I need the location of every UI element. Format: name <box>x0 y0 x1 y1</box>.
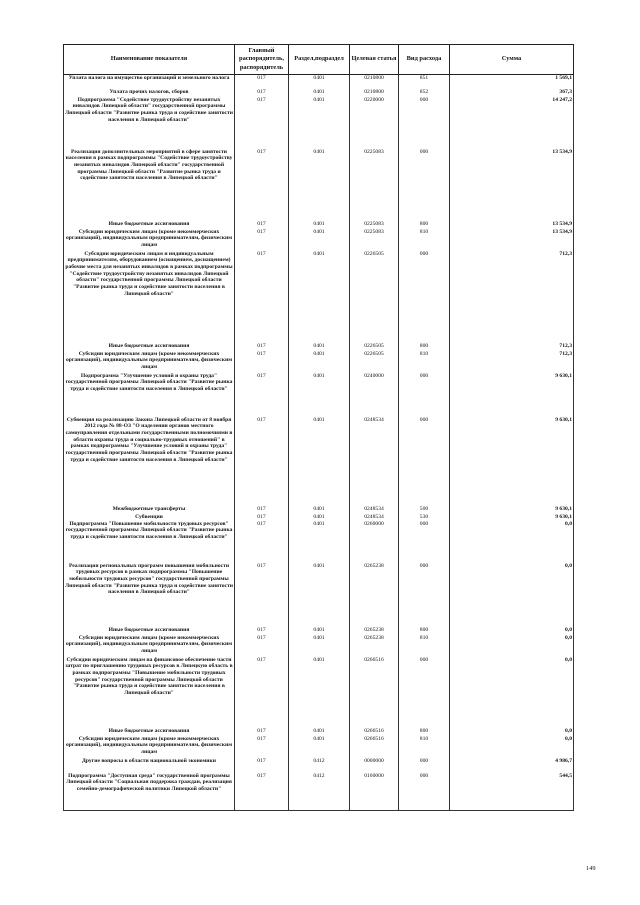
row-glavny-cell: 017 <box>235 149 289 221</box>
row-celevaya-cell: 0226505 <box>350 343 399 351</box>
row-celevaya-cell: 0248534 <box>350 417 399 506</box>
row-vid-cell: 810 <box>399 229 450 251</box>
row-glavny-cell: 017 <box>235 635 289 657</box>
row-vid-cell: 810 <box>399 635 450 657</box>
table-row <box>64 89 574 97</box>
row-glavny-cell: 017 <box>235 657 289 728</box>
table-row <box>64 521 574 563</box>
row-celevaya-cell: 0240000 <box>350 373 399 417</box>
row-razdel-cell: 0401 <box>289 373 350 417</box>
row-summa-cell: 14 247,2 <box>450 97 574 149</box>
row-name-cell: Межбюджетные трансферты <box>64 506 235 514</box>
row-celevaya-cell: 0266516 <box>350 728 399 736</box>
row-razdel-cell: 0401 <box>289 97 350 149</box>
row-razdel-cell: 0401 <box>289 417 350 506</box>
row-name-cell: Субсидии юридическим лицам (кроме некоммерческих организаций), индивидуальным предпринимателям, физическим лицам <box>64 229 235 251</box>
row-glavny-cell: 017 <box>235 89 289 97</box>
row-vid-cell: 800 <box>399 221 450 229</box>
table-row <box>64 635 574 657</box>
row-vid-cell: 810 <box>399 736 450 758</box>
row-summa-cell: 0,0 <box>450 728 574 736</box>
row-name-cell: Подпрограмма "Улучшение условий и охраны труда" государственной программы Липецкой области "Развитие рынка труда и содействие занятости населения в Липецкой области" <box>64 373 235 417</box>
row-glavny-cell: 017 <box>235 563 289 627</box>
row-razdel-cell: 0412 <box>289 758 350 773</box>
row-vid-cell: 000 <box>399 149 450 221</box>
row-vid-cell: 800 <box>399 343 450 351</box>
row-razdel-cell: 0401 <box>289 89 350 97</box>
table-row <box>64 773 574 811</box>
row-glavny-cell: 017 <box>235 75 289 89</box>
row-name-cell: Подпрограмма "Доступная среда" государственной программы Липецкой области "Социальная поддержка граждан, реализация семейно-демографической политики Липецкой области" <box>64 773 235 811</box>
row-name-cell: Другие вопросы в области национальной экономики <box>64 758 235 773</box>
page-number: 149 <box>586 865 596 872</box>
row-summa-cell: 712,3 <box>450 251 574 343</box>
row-glavny-cell: 017 <box>235 351 289 373</box>
header-name: Наименование показателя <box>64 45 235 75</box>
table-body <box>64 75 574 811</box>
row-vid-cell: 000 <box>399 773 450 811</box>
row-razdel-cell: 0401 <box>289 251 350 343</box>
row-summa-cell: 367,3 <box>450 89 574 97</box>
row-name-cell: Уплата налога на имущество организаций и земельного налога <box>64 75 235 89</box>
row-summa-cell: 0,0 <box>450 635 574 657</box>
row-name-cell: Уплата прочих налогов, сборов <box>64 89 235 97</box>
row-celevaya-cell: 0226505 <box>350 351 399 373</box>
row-name-cell: Субсидии юридическим лицам на финансовое обеспечение части затрат по приглашению трудовых ресурсов в Липецкую область в рамках подпрограммы "Повышение мобильности трудовых ресурсов" государственной программы Липецкой области "Развитие рынка труда и содействие занятости населения в Липецкой области" <box>64 657 235 728</box>
row-celevaya-cell: 0266516 <box>350 736 399 758</box>
row-razdel-cell: 0401 <box>289 221 350 229</box>
row-vid-cell: 000 <box>399 758 450 773</box>
row-razdel-cell: 0401 <box>289 229 350 251</box>
row-glavny-cell: 017 <box>235 627 289 635</box>
row-celevaya-cell: 0260000 <box>350 521 399 563</box>
table-row <box>64 514 574 521</box>
row-razdel-cell: 0401 <box>289 149 350 221</box>
row-name-cell: Субсидии юридическим лицам (кроме некоммерческих организаций), индивидуальным предпринимателям, физическим лицам <box>64 351 235 373</box>
row-celevaya-cell: 0265238 <box>350 635 399 657</box>
row-summa-cell: 544,5 <box>450 773 574 811</box>
row-razdel-cell: 0401 <box>289 75 350 89</box>
row-name-cell: Субсидии юридическим лицам (кроме некоммерческих организаций), индивидуальным предпринимателям, физическим лицам <box>64 635 235 657</box>
row-name-cell: Иные бюджетные ассигнования <box>64 221 235 229</box>
table-row <box>64 728 574 736</box>
row-razdel-cell: 0401 <box>289 351 350 373</box>
table-row <box>64 758 574 773</box>
row-name-cell: Иные бюджетные ассигнования <box>64 627 235 635</box>
table-row <box>64 97 574 149</box>
row-summa-cell: 9 630,1 <box>450 506 574 514</box>
header-glavny: Главный распорядитель, распорядитель <box>235 45 289 75</box>
row-celevaya-cell: 0220000 <box>350 97 399 149</box>
row-summa-cell: 1 569,1 <box>450 75 574 89</box>
row-razdel-cell: 0401 <box>289 657 350 728</box>
header-vid: Вид расхода <box>399 45 450 75</box>
row-razdel-cell: 0401 <box>289 514 350 521</box>
table-row <box>64 221 574 229</box>
row-summa-cell: 0,0 <box>450 657 574 728</box>
row-glavny-cell: 017 <box>235 521 289 563</box>
row-celevaya-cell: 0248534 <box>350 514 399 521</box>
row-razdel-cell: 0401 <box>289 521 350 563</box>
row-vid-cell: 500 <box>399 506 450 514</box>
row-glavny-cell: 017 <box>235 736 289 758</box>
row-name-cell: Субсидии юридическим лицам и индивидуальным предпринимателям, оборудованием (оснащением, доснащением) рабочие места для незанятых инвалидов в рамках подпрограммы "Содействие трудоустройству незанятых инвалидов Липецкой области" государственной программы Липецкой области "Развитие рынка труда и содействие занятости населения в Липецкой области" <box>64 251 235 343</box>
table-row <box>64 506 574 514</box>
row-celevaya-cell: 0225083 <box>350 149 399 221</box>
row-celevaya-cell: 0210800 <box>350 75 399 89</box>
row-celevaya-cell: 0226505 <box>350 251 399 343</box>
row-name-cell: Подпрограмма "Содействие трудоустройству незанятых инвалидов Липецкой области" государственной программы Липецкой области "Развитие рынка труда и содействие занятости населения в Липецкой области" <box>64 97 235 149</box>
row-summa-cell: 4 986,7 <box>450 758 574 773</box>
row-razdel-cell: 0401 <box>289 736 350 758</box>
row-name-cell: Субвенции <box>64 514 235 521</box>
row-vid-cell: 810 <box>399 351 450 373</box>
row-summa-cell: 13 534,9 <box>450 149 574 221</box>
table-header-row <box>64 45 574 75</box>
row-summa-cell: 13 534,9 <box>450 229 574 251</box>
row-summa-cell: 9 630,1 <box>450 514 574 521</box>
row-summa-cell: 712,3 <box>450 351 574 373</box>
row-glavny-cell: 017 <box>235 343 289 351</box>
row-summa-cell: 9 630,1 <box>450 373 574 417</box>
table-row <box>64 373 574 417</box>
header-summa: Сумма <box>450 45 574 75</box>
row-glavny-cell: 017 <box>235 773 289 811</box>
row-celevaya-cell: 0225083 <box>350 229 399 251</box>
table-row <box>64 351 574 373</box>
row-vid-cell: 851 <box>399 75 450 89</box>
row-summa-cell: 0,0 <box>450 521 574 563</box>
row-celevaya-cell: 0266516 <box>350 657 399 728</box>
row-vid-cell: 000 <box>399 373 450 417</box>
table-row <box>64 149 574 221</box>
row-celevaya-cell: 0265238 <box>350 627 399 635</box>
table-row <box>64 657 574 728</box>
row-vid-cell: 000 <box>399 521 450 563</box>
row-glavny-cell: 017 <box>235 417 289 506</box>
row-razdel-cell: 0401 <box>289 728 350 736</box>
row-glavny-cell: 017 <box>235 758 289 773</box>
row-name-cell: Иные бюджетные ассигнования <box>64 728 235 736</box>
row-summa-cell: 712,3 <box>450 343 574 351</box>
table-row <box>64 343 574 351</box>
row-name-cell: Субсидии юридическим лицам (кроме некоммерческих организаций), индивидуальным предпринимателям, физическим лицам <box>64 736 235 758</box>
table-row <box>64 627 574 635</box>
budget-table <box>63 44 574 811</box>
row-vid-cell: 000 <box>399 563 450 627</box>
row-summa-cell: 9 630,1 <box>450 417 574 506</box>
table-row <box>64 229 574 251</box>
row-glavny-cell: 017 <box>235 373 289 417</box>
row-vid-cell: 000 <box>399 251 450 343</box>
row-glavny-cell: 017 <box>235 221 289 229</box>
table-row <box>64 251 574 343</box>
row-razdel-cell: 0401 <box>289 635 350 657</box>
table-row <box>64 75 574 89</box>
row-celevaya-cell: 0160000 <box>350 773 399 811</box>
row-glavny-cell: 017 <box>235 229 289 251</box>
row-glavny-cell: 017 <box>235 506 289 514</box>
row-vid-cell: 530 <box>399 514 450 521</box>
row-glavny-cell: 017 <box>235 514 289 521</box>
row-name-cell: Иные бюджетные ассигнования <box>64 343 235 351</box>
table-row <box>64 417 574 506</box>
table-row <box>64 736 574 758</box>
row-celevaya-cell: 0265238 <box>350 563 399 627</box>
row-vid-cell: 000 <box>399 657 450 728</box>
table-row <box>64 563 574 627</box>
row-glavny-cell: 017 <box>235 97 289 149</box>
row-summa-cell: 0,0 <box>450 627 574 635</box>
row-glavny-cell: 017 <box>235 728 289 736</box>
row-summa-cell: 0,0 <box>450 736 574 758</box>
row-vid-cell: 800 <box>399 627 450 635</box>
header-celevaya: Целевая статья <box>350 45 399 75</box>
row-vid-cell: 000 <box>399 97 450 149</box>
row-summa-cell: 0,0 <box>450 563 574 627</box>
header-razdel: Раздел,подраздел <box>289 45 350 75</box>
row-glavny-cell: 017 <box>235 251 289 343</box>
row-name-cell: Субвенция на реализацию Закона Липецкой области от 8 ноября 2012 года № 88-ОЗ "О наделении органов местного самоуправления отдельными государственными полномочиями в области охраны труда и социально-трудовых отношений" в рамках подпрограммы "Улучшение условий и охраны труда" государственной программы Липецкой области "Развитие рынка труда и содействие занятости населения в Липецкой области" <box>64 417 235 506</box>
row-razdel-cell: 0401 <box>289 563 350 627</box>
row-razdel-cell: 0401 <box>289 506 350 514</box>
row-vid-cell: 800 <box>399 728 450 736</box>
row-vid-cell: 852 <box>399 89 450 97</box>
row-celevaya-cell: 0248534 <box>350 506 399 514</box>
row-name-cell: Реализация региональных программ повышения мобильности трудовых ресурсов в рамках подпрограммы "Повышение мобильности трудовых ресурсов" государственной программы Липецкой области "Развитие рынка труда и содействие занятости населения в Липецкой области" <box>64 563 235 627</box>
row-summa-cell: 13 534,9 <box>450 221 574 229</box>
row-razdel-cell: 0401 <box>289 627 350 635</box>
row-vid-cell: 000 <box>399 417 450 506</box>
row-celevaya-cell: 0225083 <box>350 221 399 229</box>
row-name-cell: Реализация дополнительных мероприятий в сфере занятости населения в рамках подпрограммы "Содействие трудоустройству незанятых инвалидов Липецкой области" государственной программы Липецкой области "Развитие рынка труда и содействие занятости населения в Липецкой области" <box>64 149 235 221</box>
row-name-cell: Подпрограмма "Повышение мобильности трудовых ресурсов" государственной программы Липецкой области "Развитие рынка труда и содействие занятости населения в Липецкой области" <box>64 521 235 563</box>
row-celevaya-cell: 0210800 <box>350 89 399 97</box>
row-razdel-cell: 0412 <box>289 773 350 811</box>
row-razdel-cell: 0401 <box>289 343 350 351</box>
row-celevaya-cell: 0000000 <box>350 758 399 773</box>
